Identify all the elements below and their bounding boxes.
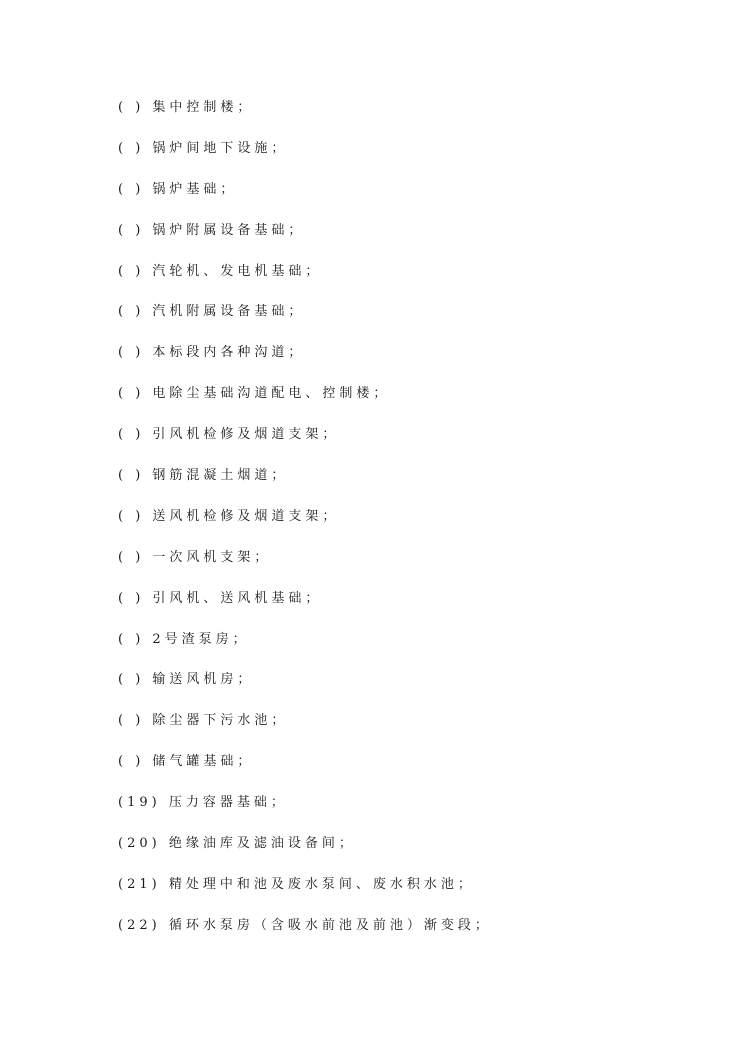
list-item: (20) 绝缘油库及滤油设备间； — [118, 836, 356, 852]
list-item: ( ) 送风机检修及烟道支架； — [118, 508, 340, 524]
list-item: ( ) 一次风机支架； — [118, 549, 272, 565]
list-item: (22) 循环水泵房（含吸水前池及前池）渐变段； — [118, 917, 492, 933]
list-item: ( ) 本标段内各种沟道； — [118, 345, 306, 361]
list-item: ( ) 锅炉间地下设施； — [118, 140, 289, 156]
list-item: ( ) 引风机、送风机基础； — [118, 590, 323, 606]
list-item: (19) 压力容器基础； — [118, 795, 288, 811]
list-item: ( ) 引风机检修及烟道支架； — [118, 427, 340, 443]
list-item: (21) 精处理中和池及废水泵间、废水积水池； — [118, 876, 475, 892]
list-item: ( ) 锅炉基础； — [118, 181, 238, 197]
list-item: ( ) 汽机附属设备基础； — [118, 304, 306, 320]
list-item: ( ) 钢筋混凝土烟道； — [118, 468, 289, 484]
list-item: ( ) 集中控制楼； — [118, 100, 255, 115]
list-item: ( ) 除尘器下污水池； — [118, 713, 289, 729]
list-item: ( ) 汽轮机、发电机基础； — [118, 263, 323, 279]
list-item: ( ) 电除尘基础沟道配电、控制楼； — [118, 386, 391, 402]
list-item: ( ) 锅炉附属设备基础； — [118, 222, 306, 238]
list-item: ( ) 2号渣泵房； — [118, 631, 250, 647]
list-item: ( ) 储气罐基础； — [118, 754, 255, 770]
item-list — [118, 96, 492, 955]
list-item: ( ) 输送风机房； — [118, 672, 255, 688]
